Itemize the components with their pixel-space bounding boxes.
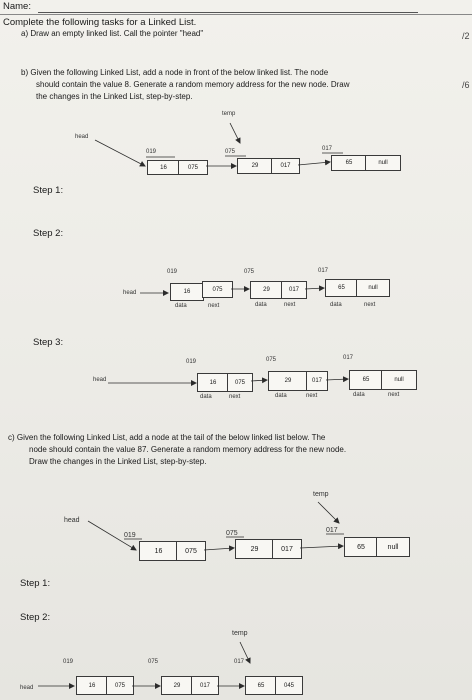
c-step1-label: Step 1: [20,578,51,589]
b-node1-address: 019 [146,149,157,155]
s3-node2-data: 29 [268,371,308,391]
part-c-line1: c) Given the following Linked List, add a node at the tail of the below linked list below. The [8,433,326,442]
c-arrow-1-2 [204,548,234,550]
c-temp-arrow [318,502,339,523]
b-arrow-2-3 [298,162,330,165]
c-s2-temp-label: temp [232,630,248,637]
c-arrow-2-3 [300,546,343,548]
s3-node3-data: 65 [349,370,383,390]
c-s2-node1-data: 16 [76,676,108,695]
c-node2-address: 075 [226,530,238,537]
b-node2-address: 075 [225,149,236,155]
c-node1-next: 075 [176,541,206,561]
c-node1-address: 019 [124,532,136,539]
c-s2-node3-data: 65 [245,676,277,695]
b-step3-label: Step 3: [33,337,64,348]
c-s2-node3-next: 045 [275,676,303,695]
s2-node3-data-label: data [330,302,342,308]
s2-node1-next: 075 [202,281,233,298]
s3-node3-next: null [381,370,417,390]
intro-text: Complete the following tasks for a Linked List. [3,17,197,28]
b-node2-data: 29 [237,158,273,174]
s2-node2-data-label: data [255,302,267,308]
b-node1-data: 16 [147,160,180,175]
c-s2-head-label: head [20,685,34,691]
s2-node1-data: 16 [170,283,204,301]
b-step1-label: Step 1: [33,185,64,196]
part-b-line3: the changes in the Linked List, step-by-step. [36,92,193,101]
s2-node2-next-label: next [284,302,296,308]
s2-node3-data: 65 [325,279,358,297]
s2-node2-data: 29 [250,281,283,299]
b-node2-next: 017 [271,158,300,174]
s2-node3-address: 017 [318,268,329,274]
b-head-label: head [75,134,89,140]
b-head-arrow [95,140,145,166]
c-node2-next: 017 [272,539,302,559]
s2-head-label: head [123,290,137,296]
c-step2-label: Step 2: [20,612,51,623]
c-node2-data: 29 [235,539,274,559]
s3-node1-next: 075 [227,373,253,392]
name-label: Name: [3,1,31,12]
s3-node2-address: 075 [266,357,277,363]
c-node1-data: 16 [139,541,178,561]
c-s2-temp-arrow [240,642,250,663]
s2-node1-address: 019 [167,269,178,275]
s2-node1-next-label: next [208,303,220,309]
s3-node1-next-label: next [229,394,241,400]
c-temp-label: temp [313,491,329,498]
s3-node2-next: 017 [306,371,328,391]
s3-node1-data: 16 [197,373,229,392]
part-c-line3: Draw the changes in the Linked List, step-by-step. [29,457,207,466]
s3-arrow-1-2 [251,380,267,381]
c-head-label: head [64,517,80,524]
s2-node3-next-label: next [364,302,376,308]
s3-node3-next-label: next [388,392,400,398]
part-a-text: a) Draw an empty linked list. Call the pointer "head" [21,29,204,38]
s2-node1-data-label: data [175,303,187,309]
s3-head-label: head [93,377,107,383]
s2-node2-next: 017 [281,281,307,299]
s2-arrow-2-3 [305,288,324,289]
s2-node3-next: null [356,279,390,297]
margin-mark-6: /6 [462,80,470,90]
c-s2-node2-data: 29 [161,676,193,695]
c-node3-address: 017 [326,527,338,534]
b-node3-next: null [365,155,401,171]
b-step2-label: Step 2: [33,228,64,239]
c-s2-node1-address: 019 [63,659,74,665]
b-node3-address: 017 [322,146,333,152]
s3-node2-next-label: next [306,393,318,399]
b-temp-arrow [230,123,240,143]
s3-node1-address: 019 [186,359,197,365]
part-b-line1: b) Given the following Linked List, add a node in front of the below linked list. The node [21,68,329,77]
b-node3-data: 65 [331,155,367,171]
s3-arrow-2-3 [326,379,348,380]
c-head-arrow [88,521,136,550]
part-c-line2: node should contain the value 87. Generate a random memory address for the new node. [29,445,347,454]
c-s2-node2-next: 017 [191,676,219,695]
b-temp-label: temp [222,111,236,117]
margin-mark-2: /2 [462,31,470,41]
c-s2-node3-address: 017 [234,659,245,665]
c-s2-node2-address: 075 [148,659,159,665]
s3-node3-data-label: data [353,392,365,398]
c-node3-next: null [376,537,410,557]
part-b-line2: should contain the value 8. Generate a random memory address for the new node. Draw [36,80,350,89]
s3-node2-data-label: data [275,393,287,399]
c-s2-node1-next: 075 [106,676,134,695]
b-node1-next: 075 [178,160,208,175]
s3-node3-address: 017 [343,355,354,361]
c-node3-data: 65 [344,537,378,557]
s2-node2-address: 075 [244,269,255,275]
s3-node1-data-label: data [200,394,212,400]
